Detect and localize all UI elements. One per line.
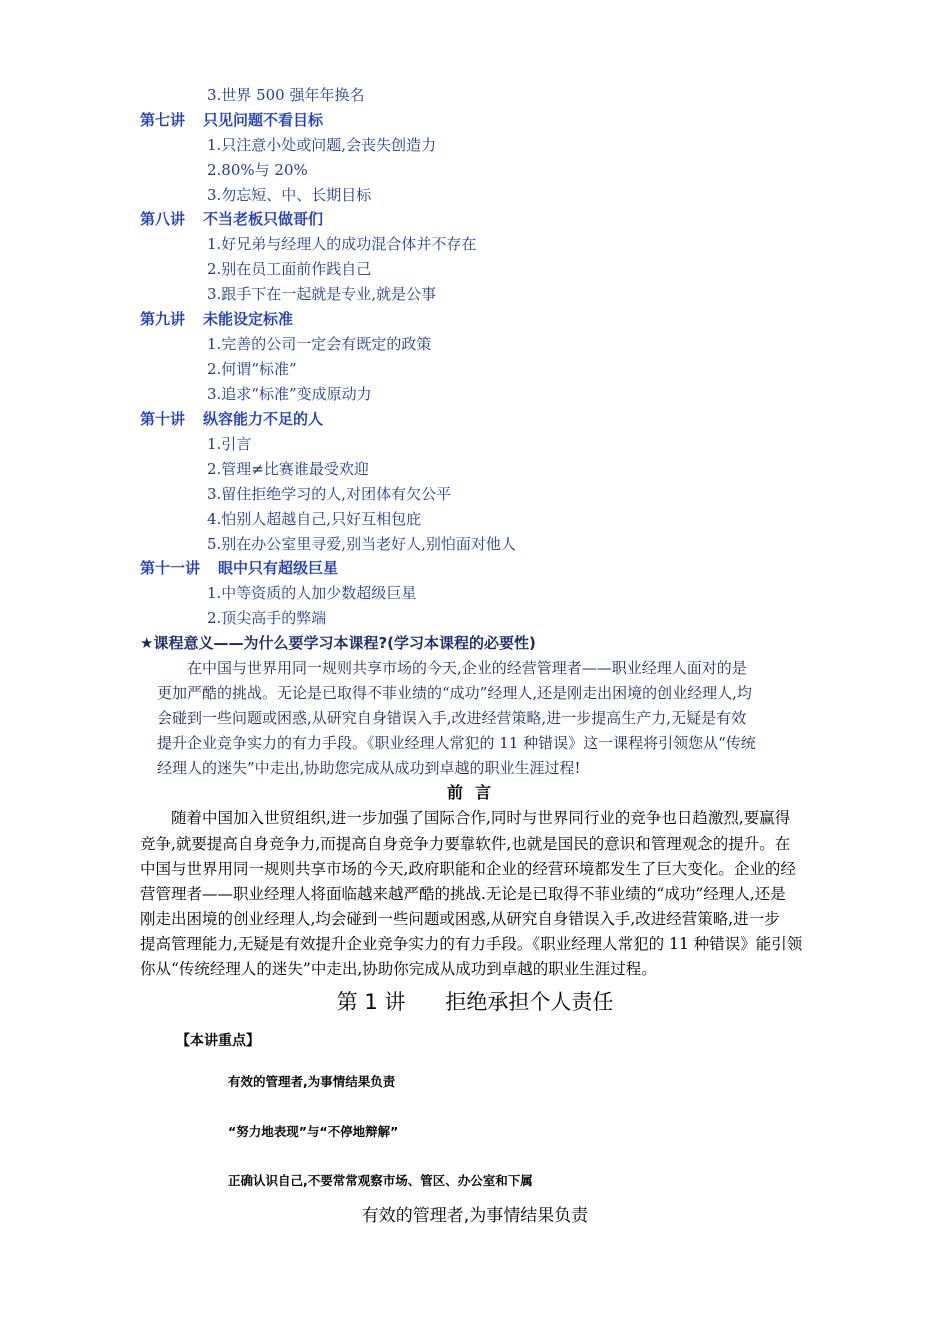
significance-heading: ★课程意义——为什么要学习本课程?(学习本课程的必要性) (140, 634, 536, 652)
outline-item: 3.勿忘短、中、长期目标 (207, 186, 372, 204)
lecture-heading-11 (140, 557, 338, 578)
outline-item: 1.引言 (207, 435, 252, 453)
outline-item: 3.跟手下在一起就是专业,就是公事 (207, 285, 437, 303)
preface-line: 刚走出困境的创业经理人,均会碰到一些问题或困惑,从研究自身错误入手,改进经营策略,进一步 (140, 910, 780, 928)
outline-item: 3.追求“标准”变成原动力 (207, 385, 372, 403)
lecture-title: 只见问题不看目标 (203, 111, 324, 129)
significance-line: 在中国与世界用同一规则共享市场的今天,企业的经营管理者——职业经理人面对的是 (157, 659, 747, 677)
chapter-name: 拒绝承担个人责任 (445, 990, 614, 1014)
preface-line: 竞争,就要提高自身竞争力,而提高自身竞争力要靠软件,也就是国民的意识和管理观念的提升。在 (140, 835, 791, 853)
chapter-number: 第 1 讲 (336, 990, 406, 1014)
significance-line: 更加严酷的挑战。无论是已取得不菲业绩的“成功”经理人,还是刚走出困境的创业经理人,均 (157, 684, 752, 702)
keypoint-item: 有效的管理者,为事情结果负责 (228, 1074, 396, 1089)
outline-item: 3.留住拒绝学习的人,对团体有欠公平 (207, 485, 452, 503)
preface-title: 前言 (446, 783, 503, 802)
significance-line: 会碰到一些问题或困惑,从研究自身错误入手,改进经营策略,进一步提高生产力,无疑是有效 (157, 709, 747, 727)
lecture-title: 未能设定标准 (203, 310, 294, 328)
outline-item: 3.世界 500 强年年换名 (207, 86, 365, 104)
lecture-number: 第七讲 (140, 111, 186, 129)
lecture-heading-8 (140, 208, 323, 229)
outline-item: 1.好兄弟与经理人的成功混合体并不存在 (207, 235, 477, 253)
lecture-heading-10 (140, 408, 323, 429)
outline-item: 1.只注意小处或问题,会丧失创造力 (207, 136, 437, 154)
outline-item: 2.别在员工面前作践自己 (207, 260, 372, 278)
lecture-heading-9 (140, 308, 293, 329)
outline-item: 1.中等资质的人加少数超级巨星 (207, 584, 417, 602)
outline-item: 1.完善的公司一定会有既定的政策 (207, 335, 432, 353)
preface-line: 你从“传统经理人的迷失”中走出,协助你完成从成功到卓越的职业生涯过程。 (140, 960, 657, 978)
lecture-number: 第十讲 (140, 410, 186, 428)
chapter-title (0, 986, 950, 1016)
preface-line: 中国与世界用同一规则共享市场的今天,政府职能和企业的经营环境都发生了巨大变化。企业的经 (140, 860, 796, 878)
outline-item: 5.别在办公室里寻爱,别当老好人,别怕面对他人 (207, 535, 516, 553)
preface-line: 提高管理能力,无疑是有效提升企业竞争实力的有力手段。《职业经理人常犯的 11 种错误》能引领 (140, 935, 803, 953)
lecture-number: 第八讲 (140, 210, 186, 228)
keypoint-item: 正确认识自己,不要常常观察市场、管区、办公室和下属 (228, 1173, 533, 1188)
section-title: 有效的管理者,为事情结果负责 (361, 1206, 589, 1226)
lecture-number: 第九讲 (140, 310, 186, 328)
outline-item: 4.怕别人超越自己,只好互相包庇 (207, 510, 422, 528)
preface-line: 随着中国加入世贸组织,进一步加强了国际合作,同时与世界同行业的竞争也日趋激烈,要赢得 (140, 809, 791, 827)
keypoints-label: 【本讲重点】 (176, 1033, 260, 1049)
outline-item: 2.管理≠比赛谁最受欢迎 (207, 460, 369, 478)
outline-item: 2.何谓“标准” (207, 360, 297, 378)
lecture-title: 纵容能力不足的人 (203, 410, 324, 428)
outline-item: 2.80%与 20% (207, 161, 308, 179)
keypoint-item: “努力地表现”与“不停地辩解” (228, 1124, 399, 1139)
significance-line: 提升企业竞争实力的有力手段。《职业经理人常犯的 11 种错误》这一课程将引领您从“传统 (157, 734, 756, 752)
lecture-title: 不当老板只做哥们 (203, 210, 324, 228)
preface-line: 营管理者——职业经理人将面临越来越严酷的挑战.无论是已取得不菲业绩的“成功”经理人,还是 (140, 885, 786, 903)
lecture-heading-7 (140, 109, 323, 130)
lecture-number: 第十一讲 (140, 559, 201, 577)
lecture-title: 眼中只有超级巨星 (218, 559, 339, 577)
significance-line: 经理人的迷失”中走出,协助您完成从成功到卓越的职业生涯过程! (157, 759, 581, 777)
outline-item: 2.顶尖高手的弊端 (207, 609, 327, 627)
